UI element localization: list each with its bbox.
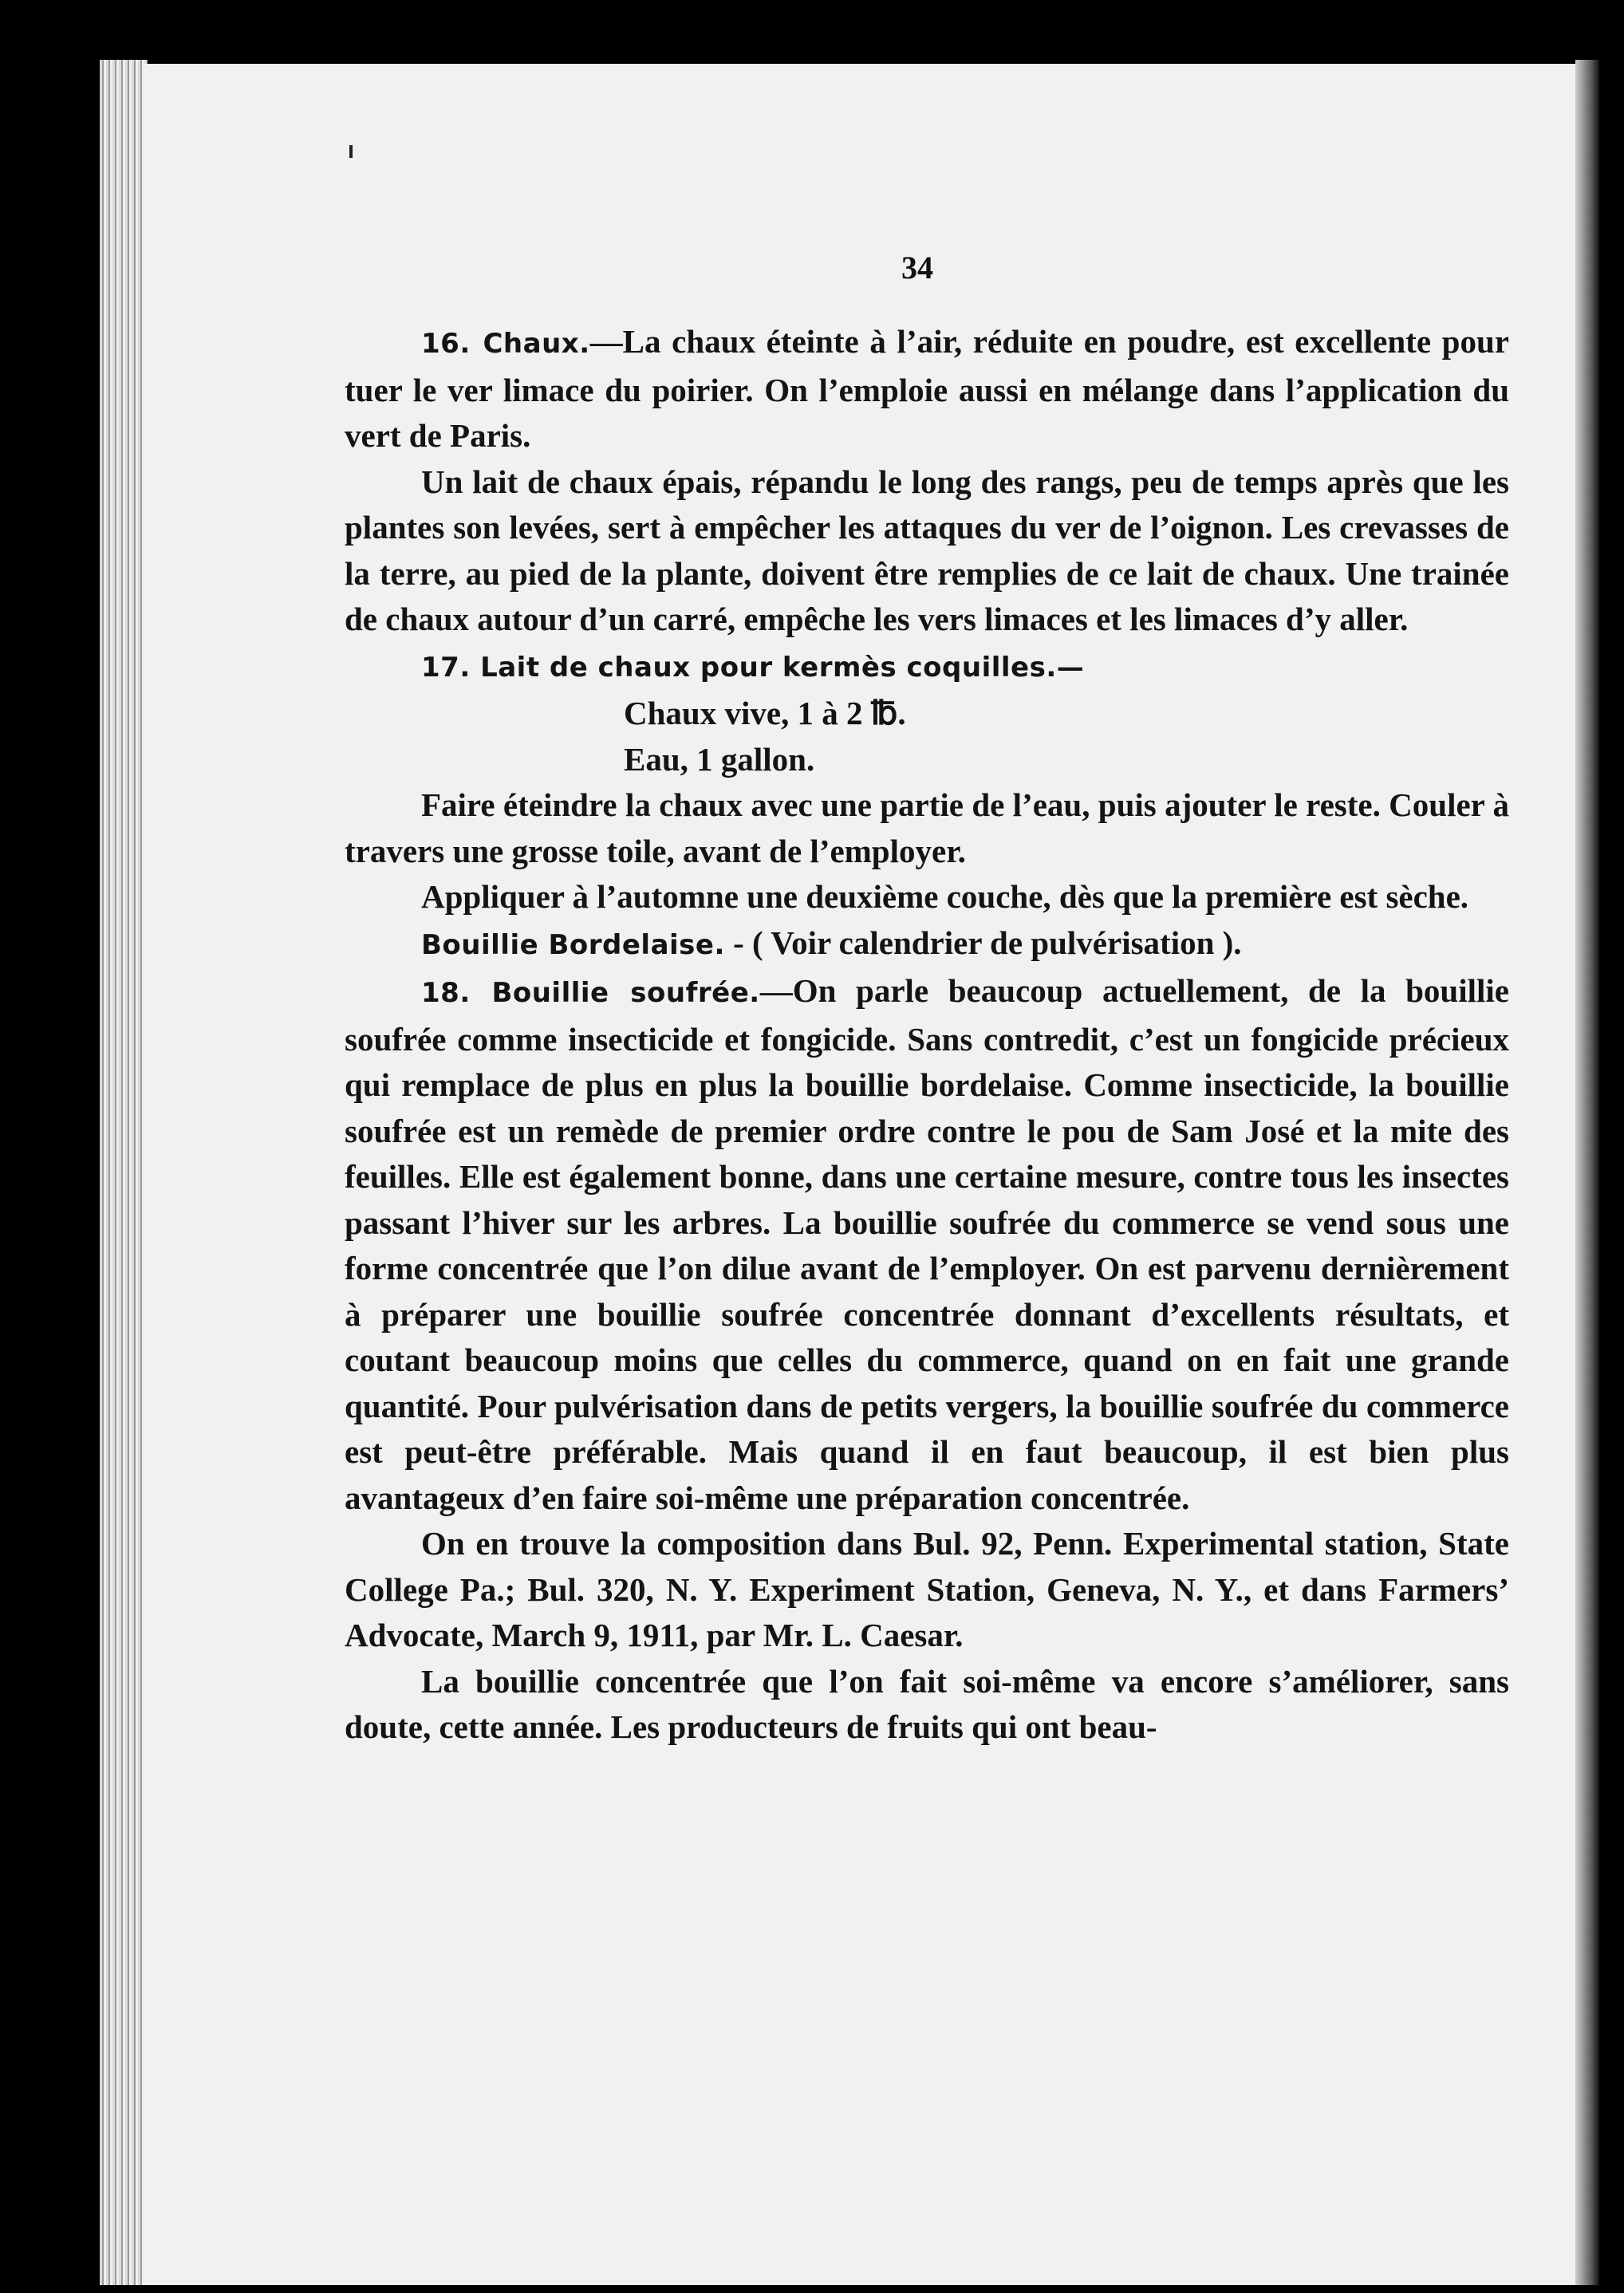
heading-17: 17. Lait de chaux pour kermès coquilles.— — [421, 651, 1085, 684]
text-18: —On parle beaucoup actuellement, de la bouillie soufrée comme insecticide et fongicide. Sans contredit, c’est un fongicide précieux qui remplace de plus en plus la bouillie bordelaise. Comme insecticide, la bouillie soufrée est un remède de premier ordre contre le pou de Sam José et la mite des feuilles. Elle est également bonne, dans une certaine mesure, contre tous les insectes passant l’hiver sur les arbres. La bouillie soufrée du commerce se vend sous une forme concentrée que l’on dilue avant de l’employer. On est parvenu dernièrement à préparer une bouillie soufrée concentrée donnant d’excellents résultats, et coutant beaucoup moins que celles du commerce, quand on en fait une grande quantité. Pour pulvérisation dans de petits vergers, la bouillie soufrée du commerce est peut-être préférable. Mais quand il en faut beaucoup, il est bien plus avantageux d’en faire soi-même une préparation concentrée. — [345, 972, 1509, 1516]
paragraph-18c: La bouillie concentrée que l’on fait soi-même va encore s’améliorer, sans doute, cette année. Les producteurs de fruits qui ont beau- — [345, 1662, 1509, 1745]
recipe-line-1: Chaux vive, 1 à 2 ℔. — [624, 695, 906, 731]
paragraph-18 — [345, 968, 1509, 1521]
paragraph-17: Faire éteindre la chaux avec une partie de l’eau, puis ajouter le reste. Couler à travers une grosse toile, avant de l’employer. — [345, 786, 1509, 869]
ink-mark — [349, 145, 353, 158]
page-edges — [100, 60, 148, 2285]
page-text — [345, 319, 1509, 1751]
text-bordelaise: - ( Voir calendrier de pulvérisation ). — [724, 924, 1242, 961]
paragraph-16 — [345, 319, 1509, 459]
recipe-line-2: Eau, 1 gallon. — [624, 740, 815, 778]
paragraph-17b: Appliquer à l’automne une deuxième couche, dès que la première est sèche. — [421, 878, 1469, 915]
paragraph-18b: On en trouve la composition dans Bul. 92, Penn. Experimental station, State College Pa.; Bul. 320, N. Y. Experiment Station, Geneva, N. Y., et dans Farmers’ Advocate, March 9, 1911, par Mr. L. Caesar. — [345, 1525, 1509, 1653]
page-shadow — [1575, 60, 1599, 2285]
paragraph-bordelaise — [345, 920, 1509, 969]
heading-18: 18. Bouillie soufrée. — [421, 977, 760, 1009]
paragraph-17-heading — [345, 643, 1509, 691]
page-number: 34 — [901, 250, 933, 286]
text-16: —La chaux éteinte à l’air, réduite en poudre, est excellente pour tuer le ver limace du poirier. On l’emploie aussi en mélange dans l’application du vert de Paris. — [345, 323, 1509, 454]
heading-16: 16. Chaux. — [421, 328, 590, 360]
heading-bordelaise: Bouillie Bordelaise. — [421, 928, 725, 961]
paragraph-16b: Un lait de chaux épais, répandu le long des rangs, peu de temps après que les plantes son levées, sert à empêcher les attaques du ver de l’oignon. Les crevasses de la terre, au pied de la plante, doivent être remplies de ce lait de chaux. Une trainée de chaux autour d’un carré, empêche les vers limaces et les limaces d’y aller. — [345, 463, 1509, 637]
